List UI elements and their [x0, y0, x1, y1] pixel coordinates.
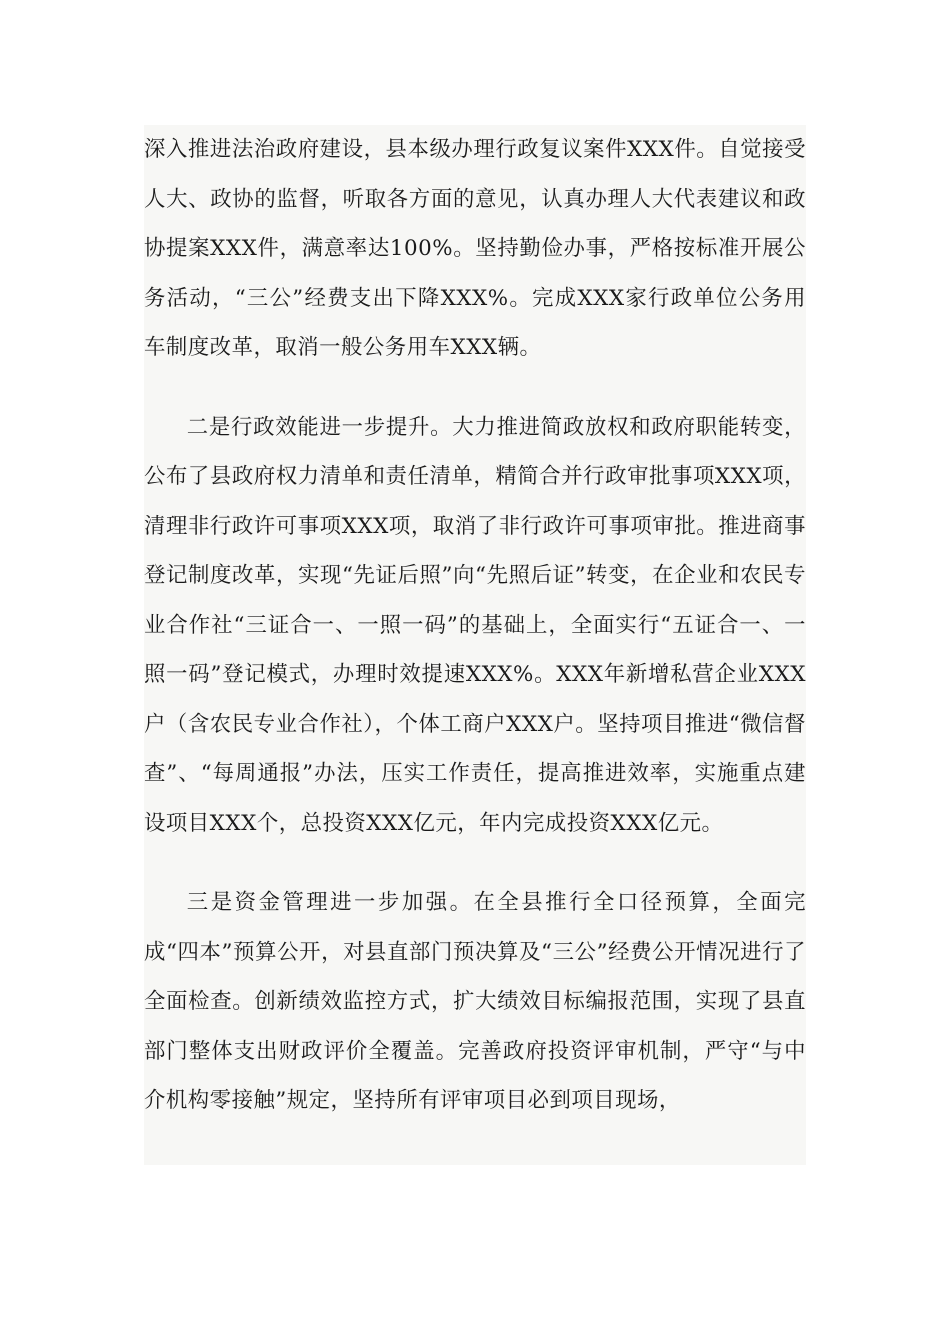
- paragraph-administrative-efficiency: 二是行政效能进一步提升。大力推进简政放权和政府职能转变，公布了县政府权力清单和责任清单，精简合并行政审批事项XXX项，清理非行政许可事项XXX项，取消了非行政许可事项审批。推进商事登记制度改革，实现“先证后照”向“先照后证”转变，在企业和农民专业合作社“三证合一、一照一码”的基础上，全面实行“五证合一、一照一码”登记模式，办理时效提速XXX%。XXX年新增私营企业XXX户（含农民专业合作社），个体工商户XXX户。坚持项目推进“微信督查”、“每周通报”办法，压实工作责任，提高推进效率，实施重点建设项目XXX个，总投资XXX亿元，年内完成投资XXX亿元。: [144, 414, 806, 836]
- paragraph-fund-management: 三是资金管理进一步加强。在全县推行全口径预算，全面完成“四本”预算公开，对县直部门预决算及“三公”经费公开情况进行了全面检查。创新绩效监控方式，扩大绩效目标编报范围，实现了县直部门整体支出财政评价全覆盖。完善政府投资评审机制，严守“与中介机构零接触”规定，坚持所有评审项目必到项目现场，: [144, 890, 806, 1113]
- text-block: [144, 125, 806, 1165]
- paragraph-rule-of-law: 深入推进法治政府建设，县本级办理行政复议案件XXX件。自觉接受人大、政协的监督，听取各方面的意见，认真办理人大代表建议和政协提案XXX件，满意率达100%。坚持勤俭办事，严格按标准开展公务活动，“三公”经费支出下降XXX%。完成XXX家行政单位公务用车制度改革，取消一般公务用车XXX辆。: [144, 137, 806, 360]
